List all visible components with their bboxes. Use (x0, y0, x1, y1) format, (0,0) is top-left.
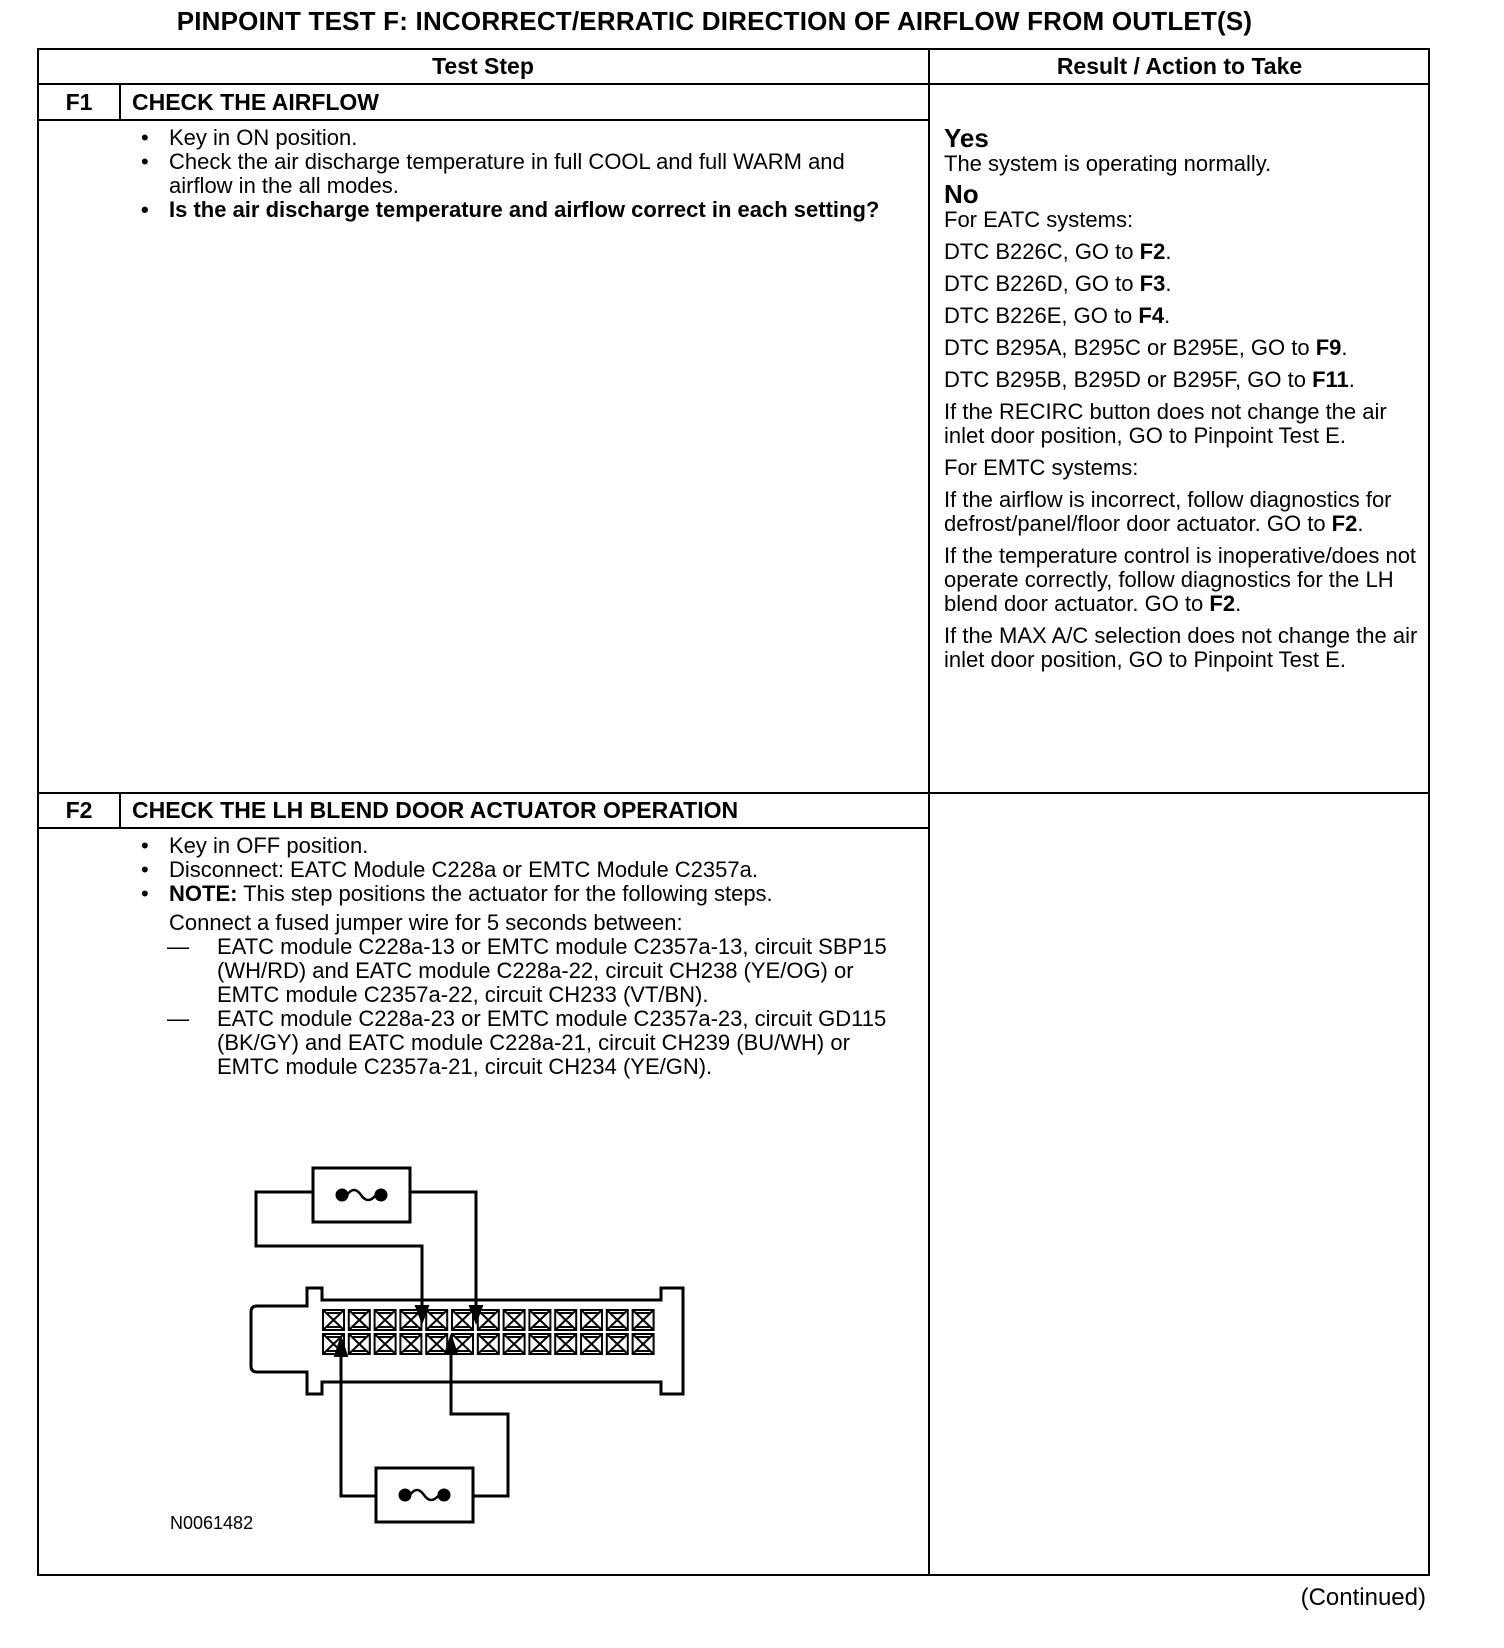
eatc-heading: For EATC systems: (944, 207, 1134, 232)
header-divider (38, 83, 1429, 85)
list-item-question: • Is the air discharge temperature and airflow correct in each setting? (134, 198, 899, 222)
f1-instructions (134, 126, 899, 222)
column-divider (928, 49, 930, 1575)
terminal-cavity (555, 1334, 576, 1354)
jumper-connections (134, 935, 904, 1079)
continued-label: (Continued) (1300, 1584, 1426, 1611)
terminal-cavity (504, 1334, 525, 1354)
terminal-cavity (607, 1334, 628, 1354)
step-id-f2: F2 (65, 797, 93, 823)
dtc-line: DTC B226C, GO to F2. (944, 239, 1172, 264)
go-to-link[interactable]: F4 (1138, 303, 1165, 328)
list-item: — EATC module C228a-13 or EMTC module C2357a-13, circuit SBP15 (WH/RD) and EATC module C228a-22, circuit CH238 (YE/OG) or EMTC module C2357a-22, circuit CH233 (VT/BN). (167, 935, 904, 1007)
terminal-cavity (529, 1310, 550, 1330)
terminal-cavity (633, 1310, 654, 1330)
jumper-wire (410, 1192, 476, 1306)
f1-title-divider (38, 119, 929, 121)
dtc-line: DTC B295B, B295D or B295F, GO to F11. (944, 367, 1355, 392)
result-yes-label: Yes (944, 123, 989, 153)
dtc-line: DTC B226D, GO to F3. (944, 271, 1172, 296)
terminal-cavity (452, 1310, 473, 1330)
header-result: Result / Action to Take (1056, 53, 1303, 79)
airflow-text: If the airflow is incorrect, follow diagnostics for defrost/panel/floor door actuator. GO to F2. (944, 487, 1392, 536)
list-item: • Key in ON position. (134, 126, 899, 150)
terminal-cavity (633, 1334, 654, 1354)
arrow-down-icon (470, 1306, 482, 1322)
jumper-wire-diagram (240, 1160, 710, 1525)
terminal-cavity (349, 1310, 370, 1330)
page-title: PINPOINT TEST F: INCORRECT/ERRATIC DIRECTION OF AIRFLOW FROM OUTLET(S) (176, 6, 1253, 36)
figure-id: N0061482 (170, 1513, 254, 1533)
terminal-cavity (375, 1310, 396, 1330)
go-to-link[interactable]: F3 (1139, 271, 1166, 296)
terminal-cavity (349, 1334, 370, 1354)
dtc-line: DTC B295A, B295C or B295E, GO to F9. (944, 335, 1348, 360)
terminal-cavity (400, 1334, 421, 1354)
result-yes-text: The system is operating normally. (944, 151, 1272, 176)
terminal-cavity (478, 1310, 499, 1330)
go-to-link[interactable]: F2 (1331, 511, 1358, 536)
list-item-note: • NOTE: This step positions the actuator for the following steps. (134, 882, 904, 906)
go-to-link[interactable]: F11 (1312, 367, 1349, 392)
terminal-cavities (323, 1310, 654, 1354)
temp-control-text: If the temperature control is inoperative/does not operate correctly, follow diagnostics for the LH blend door actuator. GO to F2. (944, 543, 1417, 616)
list-item: • Check the air discharge temperature in full COOL and full WARM and airflow in the all modes. (134, 150, 899, 198)
terminal-cavity (581, 1310, 602, 1330)
f2-title-divider (38, 827, 929, 829)
go-to-link[interactable]: F9 (1315, 335, 1342, 360)
list-item: • Key in OFF position. (134, 834, 904, 858)
recirc-text: If the RECIRC button does not change the air inlet door position, GO to Pinpoint Test E. (944, 399, 1387, 448)
terminal-cavity (323, 1310, 344, 1330)
header-test-step: Test Step (432, 53, 534, 79)
step-title-f1: CHECK THE AIRFLOW (132, 89, 380, 115)
connect-text: Connect a fused jumper wire for 5 seconds between: — EATC module C228a-13 or EMTC module C2357a-13, circuit SBP15 (WH/RD) and EATC module C228a-22, circuit CH238 (YE/OG) or EMTC module C2357a-22, circuit CH233 (VT/BN). — EATC module C228a-23 or EMTC module C2357a-23, circuit GD115 (BK/GY) and EATC module C228a-21, circuit CH239 (BU/WH) or EMTC module C2357a-21, circuit CH234 (YE/GN). (134, 911, 904, 1079)
terminal-cavity (581, 1334, 602, 1354)
f1-results (944, 124, 1422, 680)
terminal-cavity (555, 1310, 576, 1330)
dtc-line: DTC B226E, GO to F4. (944, 303, 1171, 328)
terminal-cavity (426, 1310, 447, 1330)
f1-f2-divider (38, 792, 1429, 794)
go-to-link[interactable]: F2 (1139, 239, 1166, 264)
list-item: • Disconnect: EATC Module C228a or EMTC Module C2357a. (134, 858, 904, 882)
jumper-wire (256, 1192, 422, 1306)
terminal-cavity (529, 1334, 550, 1354)
f2-instructions (134, 834, 904, 1079)
jumper-wire (451, 1350, 508, 1496)
go-to-link[interactable]: F2 (1209, 591, 1236, 616)
terminal-cavity (375, 1334, 396, 1354)
terminal-cavity (504, 1310, 525, 1330)
emtc-heading: For EMTC systems: (944, 455, 1139, 480)
step-id-f1: F1 (65, 89, 93, 115)
terminal-cavity (607, 1310, 628, 1330)
jumper-wire (341, 1350, 376, 1496)
fuse-element (337, 1190, 449, 1500)
result-no-label: No (944, 179, 979, 209)
step-title-f2: CHECK THE LH BLEND DOOR ACTUATOR OPERATION (132, 797, 739, 823)
terminal-cavity (478, 1334, 499, 1354)
terminal-cavity (426, 1334, 447, 1354)
list-item: — EATC module C228a-23 or EMTC module C2357a-23, circuit GD115 (BK/GY) and EATC module C228a-21, circuit CH239 (BU/WH) or EMTC module C2357a-21, circuit CH234 (YE/GN). (167, 1007, 904, 1079)
max-ac-text: If the MAX A/C selection does not change the air inlet door position, GO to Pinpoint Test E. (944, 623, 1418, 672)
